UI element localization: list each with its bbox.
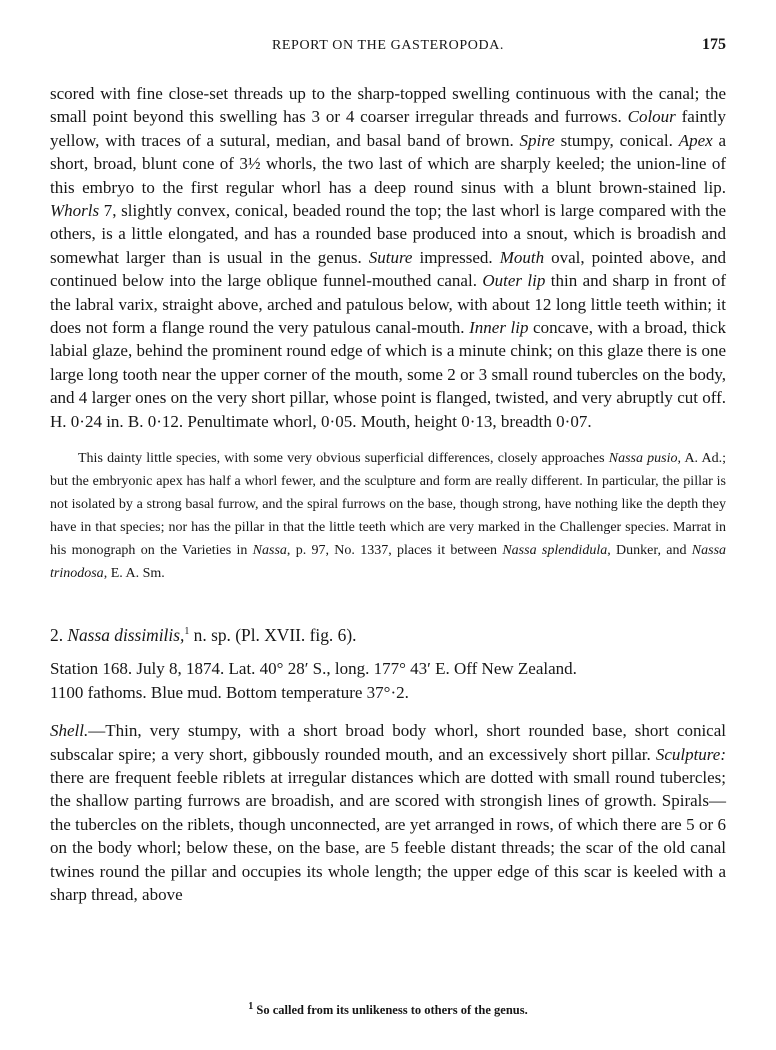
species-number: 2. — [50, 625, 68, 646]
text-run: , p. 97, No. 1337, places it between — [286, 543, 503, 559]
sculpture-label: Sculpture: — [655, 744, 726, 764]
mouth-label: Mouth — [499, 247, 545, 267]
text-run: there are frequent feeble riblets at irregular distances which are dotted with small round tubercles; the shallow parting furrows are broadish, and are scored with strongish lines of growth. Spirals—the tubercles on the riblets, though unconnected, are yet arranged in rows, of which there are 5 or 6 on the body whorl; below these, on the base, are 5 feeble distant threads; the scar of the old canal twines round the pillar and occupies its whole length; the upper edge of this scar is keeled with a sharp thread, above — [50, 767, 726, 904]
footnote-text: So called from its unlikeness to others of the genus. — [253, 1003, 528, 1017]
text-run: , A. Ad.; but the embryonic apex has half a whorl fewer, and the sculpture and form are really different. In particular, the pillar is not isolated by a strong basal furrow, and the spiral furrows on the base, though strong, have nothing like the depth they have in that species; nor has the pillar in that the little teeth which are very marked in the Challenger species. Marrat in his monograph on the Varieties in — [50, 451, 726, 559]
shell-description — [50, 719, 726, 906]
text-run: concave, with a broad, thick labial glaze, behind the prominent round edge of which is a minute chink; on this glaze there is one large long tooth near the upper corner of the mouth, some 2 or 3 small round tubercles on the body, and 4 larger ones on the very short pillar, whose point is flanged, twisted, and very abruptly cut off. H. 0·24 in. B. 0·12. Penultimate whorl, 0·05. Mouth, height 0·13, breadth 0·07. — [50, 318, 726, 431]
station-info — [50, 657, 726, 704]
text-run: thin and sharp in front of the labral varix, straight above, arched and patulous below, with about 12 long little teeth within; it does not form a flange round the very patulous canal-mouth. — [50, 271, 726, 338]
text-run: , E. A. Sm. — [103, 566, 165, 582]
suture-label: Suture — [368, 247, 413, 267]
text-run: stumpy, conical. — [554, 130, 679, 150]
station-line-1: Station 168. July 8, 1874. Lat. 40° 28′ S., long. 177° 43′ E. Off New Zealand. — [50, 659, 577, 679]
text-run: —Thin, very stumpy, with a short broad body whorl, short rounded base, short conical subscalar spire; a very short, gibbously rounded mouth, and an excessively short pillar. — [50, 721, 726, 764]
text-run: 7, slightly convex, conical, beaded round the top; the last whorl is large compared with the others, is a little elongated, and has a rounded base produced into a snout, which is broadish and somewhat larger than is usual in the genus. — [50, 201, 726, 267]
species-heading-rest: n. sp. (Pl. XVII. fig. 6). — [189, 625, 357, 646]
footnote — [0, 1000, 776, 1018]
footnote-number: 1 — [248, 1000, 254, 1012]
text-run: impressed. — [412, 247, 500, 267]
text-run: faintly yellow, with traces of a sutural, median, and basal band of brown. — [50, 107, 726, 150]
running-head: REPORT ON THE GASTEROPODA. — [271, 38, 505, 53]
shell-label: Shell. — [50, 721, 89, 741]
remark-paragraph — [50, 447, 726, 585]
species-name: Nassa dissimilis, — [67, 625, 185, 646]
colour-label: Colour — [627, 107, 676, 127]
station-line-2: 1100 fathoms. Blue mud. Bottom temperature 37°·2. — [50, 682, 409, 702]
text-run: a short, broad, blunt cone of 3½ whorls, the two last of which are sharply keeled; the union-line of this embryo to the first regular whorl has a deep round sinus with a blunt brown-stained lip. — [50, 130, 726, 197]
taxon-name: Nassa trinodosa — [50, 543, 727, 582]
text-run: scored with fine close-set threads up to the sharp-topped swelling continuous with the canal; the small point beyond this swelling has 3 or 4 coarser irregular threads and furrows. — [50, 84, 726, 127]
description-continuation — [50, 82, 726, 433]
page-content — [50, 82, 726, 906]
page-number: 175 — [702, 36, 726, 53]
text-run: This dainty little species, with some very obvious superficial differences, closely approaches — [78, 451, 609, 467]
outer-lip-label: Outer lip — [482, 271, 546, 291]
taxon-name: Nassa — [252, 543, 287, 559]
inner-lip-label: Inner lip — [469, 318, 529, 338]
apex-label: Apex — [678, 130, 713, 150]
taxon-name: Nassa pusio — [608, 451, 678, 467]
taxon-name: Nassa splendidula — [502, 543, 608, 559]
text-run: , Dunker, and — [607, 543, 692, 559]
species-heading — [50, 623, 726, 647]
page-header — [0, 38, 776, 68]
text-run: oval, pointed above, and continued below into the large oblique funnel-mouthed canal. — [50, 247, 727, 291]
whorls-label: Whorls — [50, 201, 100, 221]
footnote-mark: 1 — [184, 626, 190, 638]
spire-label: Spire — [519, 130, 555, 150]
